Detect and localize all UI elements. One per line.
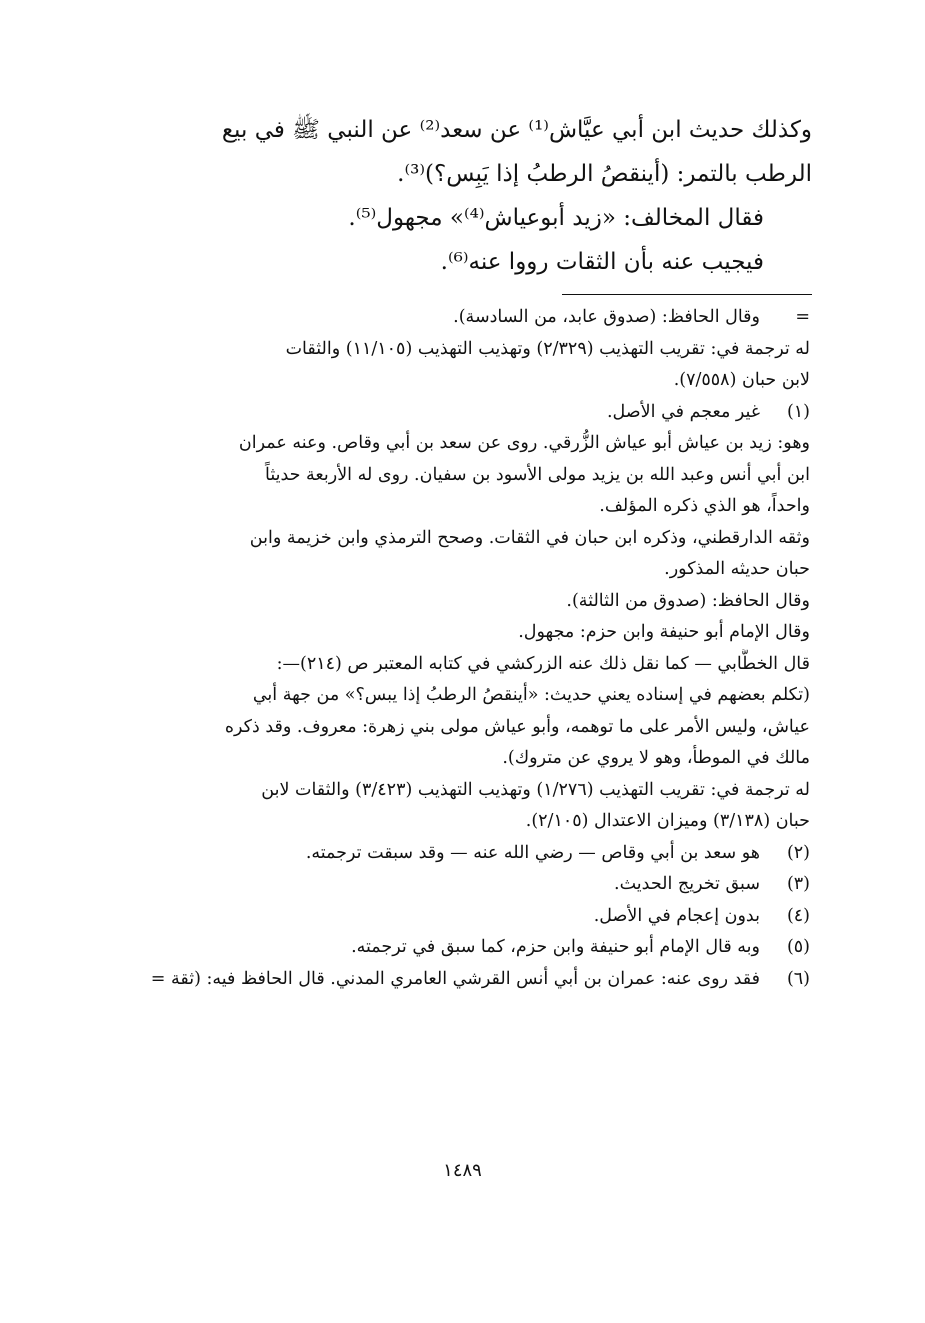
footnote-text: عياش، وليس الأمر على ما توهمه، وأبو عياش مولى بني زهرة: معروف. وقد ذكره xyxy=(224,716,810,737)
footnote-line xyxy=(138,334,810,366)
footnote-line xyxy=(138,428,810,460)
footnote-line xyxy=(138,932,810,964)
footnote-text: وقال الحافظ: (صدوق عابد، من السادسة). xyxy=(453,307,760,327)
main-line: وكذلك حديث ابن أبي عيَّاش⁽¹⁾ عن سعد⁽²⁾ عن النبي ﷺ في بيع xyxy=(221,117,812,143)
footnote-text: وقال الحافظ: (صدوق من الثالثة). xyxy=(566,590,810,611)
footnote-line xyxy=(138,712,810,744)
footnote-line xyxy=(138,775,810,807)
footnote-text: بدون إعجام في الأصل. xyxy=(593,905,760,926)
footnote-text: غير معجم في الأصل. xyxy=(606,401,760,422)
main-line: فقال المخالف: «زيد أبوعياش⁽⁴⁾» مجهول⁽⁵⁾. xyxy=(348,205,764,231)
footnote-text: قال الخطَّابي — كما نقل ذلك عنه الزركشي في كتابه المعتبر ص (٢١٤)—: xyxy=(276,653,810,674)
footnote-text: مالك في الموطأ، وهو لا يروي عن متروك). xyxy=(502,748,810,768)
footnote-line xyxy=(138,838,810,870)
footnote-text: وثقه الدارقطني، وذكره ابن حبان في الثقات. وصحح الترمذي وابن خزيمة وابن xyxy=(249,527,810,548)
footnote-number: = xyxy=(795,307,810,327)
footnote-number: (١) xyxy=(786,401,810,422)
footnote-text: له ترجمة في: تقريب التهذيب (٢/٣٢٩) وتهذيب التهذيب (١١/١٠٥) والثقات xyxy=(285,338,810,359)
footnote-line xyxy=(138,649,810,681)
footnote-line xyxy=(138,302,810,334)
footnote-text: واحداً، هو الذي ذكره المؤلف. xyxy=(599,496,810,516)
main-line: فيجيب عنه بأن الثقات رووا عنه⁽⁶⁾. xyxy=(440,249,764,275)
footnote-line xyxy=(138,806,810,838)
footnote-number: (٥) xyxy=(786,937,810,957)
footnote-line xyxy=(138,901,810,933)
footnote-text: حبان (٣/١٣٨) وميزان الاعتدال (٢/١٠٥). xyxy=(525,811,810,831)
footnote-number: (٦) xyxy=(786,968,810,989)
footnote-line xyxy=(138,365,810,397)
footnotes xyxy=(138,302,810,995)
footnote-number: (٣) xyxy=(786,874,810,894)
footnote-text: وبه قال الإمام أبو حنيفة وابن حزم، كما سبق في ترجمته. xyxy=(351,937,760,957)
footnote-line xyxy=(138,617,810,649)
footnote-number: (٢) xyxy=(786,842,810,863)
footnote-line xyxy=(138,964,810,996)
footnote-text: وهو: زيد بن عياش أبو عياش الزُّرقي. روى عن سعد بن أبي وقاص. وعنه عمران xyxy=(238,433,810,453)
footnote-text: سبق تخريج الحديث. xyxy=(614,874,760,894)
footnote-line xyxy=(138,680,810,712)
footnote-text: ابن أبي أنس وعبد الله بن يزيد مولى الأسود بن سفيان. روى له الأربعة حديثاً xyxy=(265,464,810,485)
footnote-line xyxy=(138,397,810,429)
footnote-line xyxy=(138,523,810,555)
footnote-separator xyxy=(562,294,812,295)
footnote-number: (٤) xyxy=(786,905,810,926)
footnote-text: هو سعد بن أبي وقاص — رضي الله عنه — وقد سبقت ترجمته. xyxy=(305,842,760,863)
footnote-text: (تكلم بعضهم في إسناده يعني حديث: «أينقصُ الرطبُ إذا يبس؟» من جهة أبي xyxy=(252,685,810,705)
footnote-text: لابن حبان (٧/٥٥٨). xyxy=(673,370,810,390)
footnote-line xyxy=(138,869,810,901)
footnote-text: فقد روى عنه: عمران بن أبي أنس القرشي العامري المدني. قال الحافظ فيه: (ثقة = xyxy=(150,968,760,989)
footnote-text: حبان حديثه المذكور. xyxy=(664,559,810,579)
main-line: الرطب بالتمر: (أينقصُ الرطبُ إذا يَبِس؟)⁽³⁾. xyxy=(397,161,812,187)
page-number: ١٤٨٩ xyxy=(443,1160,482,1181)
footnote-line xyxy=(138,743,810,775)
main-text xyxy=(140,108,812,284)
footnote-line xyxy=(138,491,810,523)
footnote-text: وقال الإمام أبو حنيفة وابن حزم: مجهول. xyxy=(518,622,810,642)
footnote-line xyxy=(138,554,810,586)
footnote-line xyxy=(138,460,810,492)
footnote-text: له ترجمة في: تقريب التهذيب (١/٢٧٦) وتهذيب التهذيب (٣/٤٢٣) والثقات لابن xyxy=(261,779,810,800)
footnote-line xyxy=(138,586,810,618)
